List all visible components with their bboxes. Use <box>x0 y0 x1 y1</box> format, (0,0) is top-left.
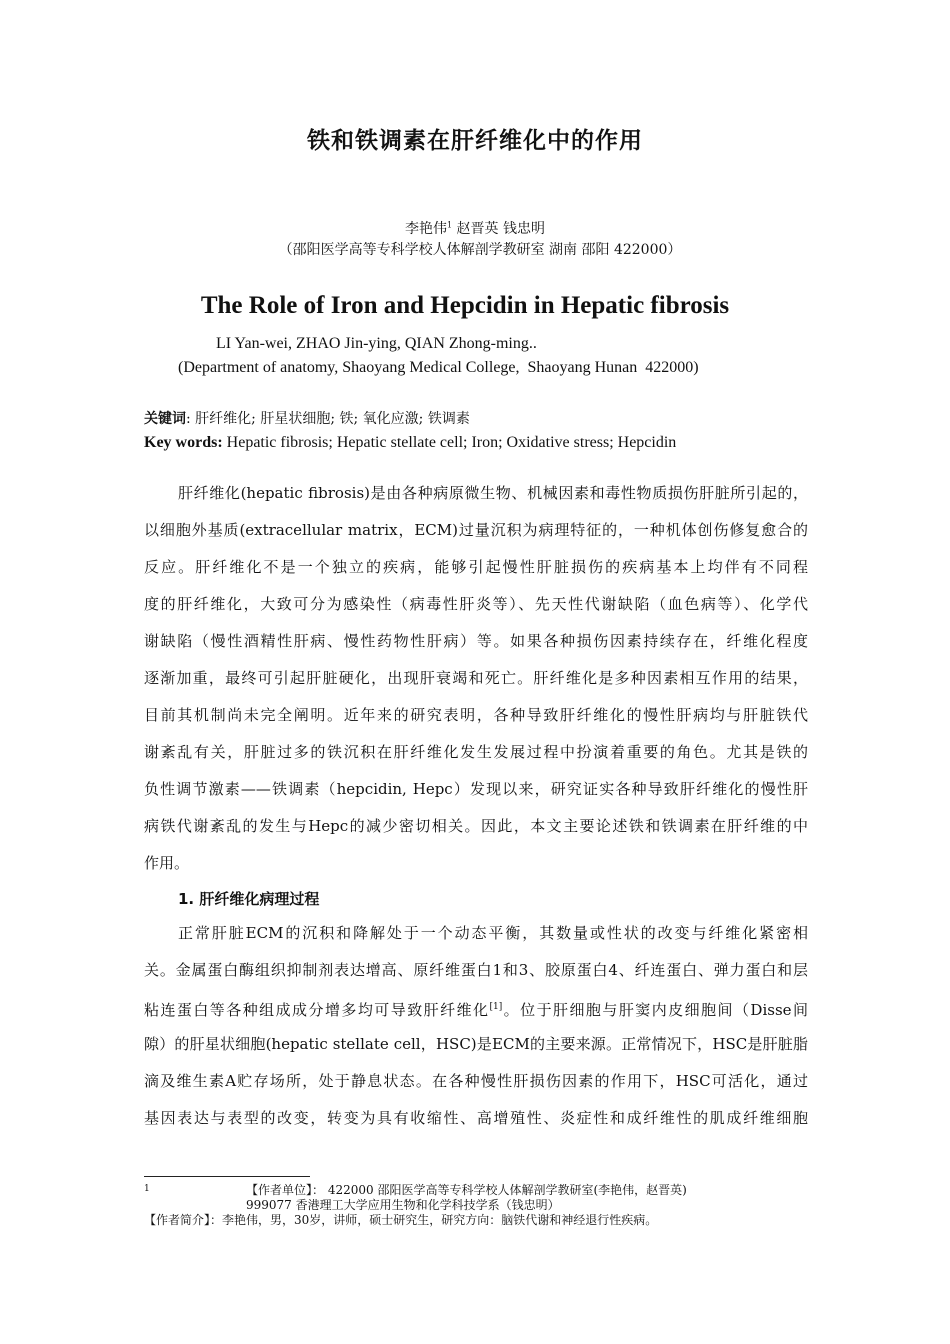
authors-rest: 赵晋英 钱忠明 <box>452 221 545 237</box>
para1-line: 谢缺陷（慢性酒精性肝病、慢性药物性肝病）等。如果各种损伤因素持续存在，纤维化程度 <box>144 632 808 650</box>
para1-line: 逐渐加重，最终可引起肝脏硬化，出现肝衰竭和死亡。肝纤维化是多种因素相互作用的结果， <box>144 669 808 687</box>
para2-line: 隙）的肝星状细胞(hepatic stellate cell，HSC)是ECM的主要来源。正常情况下，HSC是肝脏脂 <box>144 1035 808 1053</box>
para1-line: 反应。肝纤维化不是一个独立的疾病，能够引起慢性肝脏损伤的疾病基本上均伴有不同程 <box>144 558 808 576</box>
para2-text: 粘连蛋白等各种组成成分增多均可导致肝纤维化 <box>144 1001 490 1019</box>
page-title-en: The Role of Iron and Hepcidin in Hepatic fibrosis <box>200 292 730 319</box>
para2-line: 滴及维生素A贮存场所，处于静息状态。在各种慢性肝损伤因素的作用下，HSC可活化，通过 <box>144 1072 808 1090</box>
citation-ref[interactable]: [1] <box>489 1002 503 1012</box>
footnote-divider <box>144 1176 310 1177</box>
para2-text: 。位于肝细胞与肝窦内皮细胞间（Disse间 <box>502 1001 808 1019</box>
keywords-en <box>144 434 676 452</box>
keywords-cn-text: : 肝纤维化; 肝星状细胞; 铁; 氧化应激; 铁调素 <box>186 411 470 427</box>
para2-line: 基因表达与表型的改变，转变为具有收缩性、高增殖性、炎症性和成纤维性的肌成纤维细胞 <box>144 1109 808 1127</box>
para1-line: 肝纤维化(hepatic fibrosis)是由各种病原微生物、机械因素和毒性物质损伤肝脏所引起的， <box>178 484 808 502</box>
authors-en: LI Yan-wei, ZHAO Jin-ying, QIAN Zhong-ming.. <box>216 335 537 352</box>
keywords-cn <box>144 408 470 428</box>
para1-line: 度的肝纤维化，大致可分为感染性（病毒性肝炎等）、先天性代谢缺陷（血色病等）、化学代 <box>144 595 808 613</box>
keywords-cn-label: 关键词 <box>144 411 186 427</box>
page-title-cn: 铁和铁调素在肝纤维化中的作用 <box>307 128 643 154</box>
para2-line: 关。金属蛋白酶组织抑制剂表达增高、原纤维蛋白1和3、胶原蛋白4、纤连蛋白、弹力蛋白和层 <box>144 961 808 979</box>
footnote-author-bio: 【作者简介】：李艳伟，男，30岁，讲师，硕士研究生，研究方向：脑铁代谢和神经退行性疾病。 <box>144 1213 658 1227</box>
para1-line: 谢紊乱有关，肝脏过多的铁沉积在肝纤维化发生发展过程中扮演着重要的角色。尤其是铁的 <box>144 743 808 761</box>
footnote-affiliation: 【作者单位】： 422000 邵阳医学高等专科学校人体解剖学教研室(李艳伟，赵晋英) <box>246 1183 687 1197</box>
para1-line: 病铁代谢紊乱的发生与Hepc的减少密切相关。因此，本文主要论述铁和铁调素在肝纤维的中 <box>144 817 808 835</box>
authors-cn <box>0 218 950 238</box>
footnote-mark: 1 <box>144 1184 150 1194</box>
affiliation-cn: （邵阳医学高等专科学校人体解剖学教研室 湖南 邵阳 422000） <box>278 242 682 258</box>
para2-line: 正常肝脏ECM的沉积和降解处于一个动态平衡，其数量或性状的改变与纤维化紧密相 <box>178 924 808 942</box>
para1-line: 负性调节激素——铁调素（hepcidin, Hepc）发现以来，研究证实各种导致肝纤维化的慢性肝 <box>144 780 808 798</box>
section-heading: 1. 肝纤维化病理过程 <box>178 890 320 908</box>
footnote-affiliation-2: 999077 香港理工大学应用生物和化学科技学系（钱忠明） <box>246 1198 560 1212</box>
para1-line: 作用。 <box>144 854 190 872</box>
para1-line: 目前其机制尚未完全阐明。近年来的研究表明，各种导致肝纤维化的慢性肝病均与肝脏铁代 <box>144 706 808 724</box>
keywords-en-label: Key words: <box>144 434 223 451</box>
para1-line: 以细胞外基质(extracellular matrix，ECM)过量沉积为病理特征的，一种机体创伤修复愈合的 <box>144 521 808 539</box>
author-footnote-mark: 1 <box>447 220 453 230</box>
author-first: 李艳伟 <box>405 221 447 237</box>
keywords-en-text: Hepatic fibrosis; Hepatic stellate cell; Iron; Oxidative stress; Hepcidin <box>222 434 677 451</box>
affiliation-en: (Department of anatomy, Shaoyang Medical College, Shaoyang Hunan 422000) <box>178 359 699 376</box>
para2-line <box>144 988 808 1026</box>
